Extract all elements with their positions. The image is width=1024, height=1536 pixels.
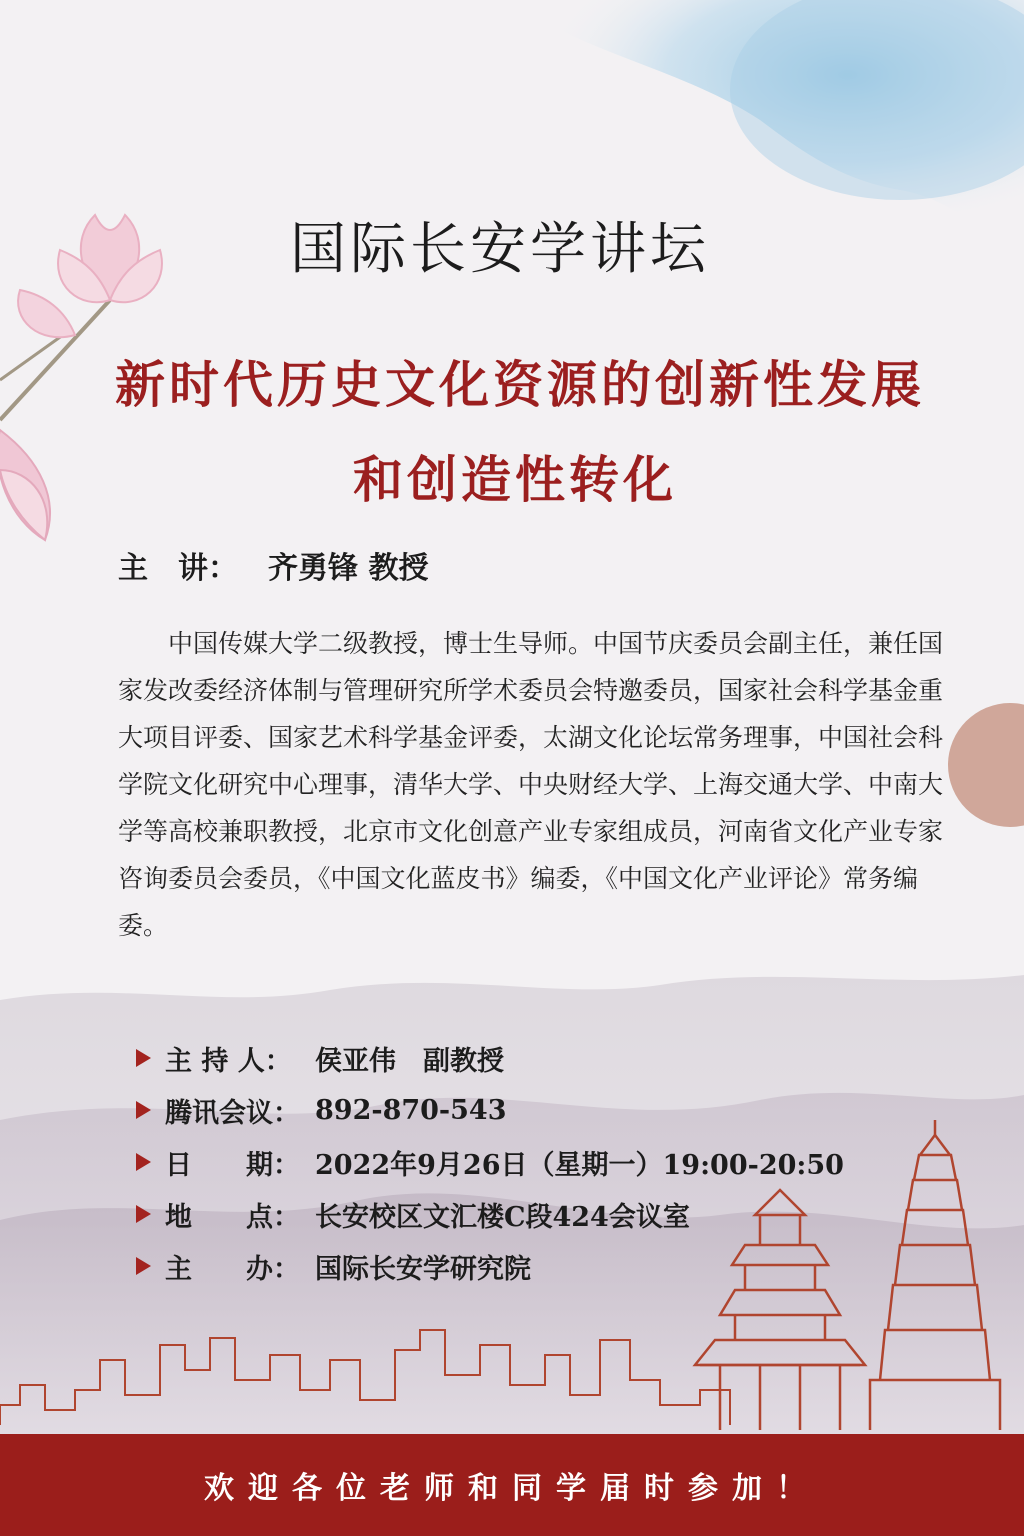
detail-label: 主 办： (165, 1253, 300, 1285)
detail-label: 日 期： (165, 1149, 300, 1181)
lecture-title-line1: 新时代历史文化资源的创新性发展 (115, 355, 925, 414)
arrow-icon (136, 1049, 151, 1067)
detail-label: 腾讯会议： (165, 1097, 300, 1129)
sun-circle (948, 703, 1024, 827)
arrow-icon (136, 1257, 151, 1275)
detail-value: 长安校区文汇楼C段424会议室 (315, 1201, 690, 1233)
detail-value: 国际长安学研究院 (315, 1253, 531, 1285)
detail-label: 地 点： (165, 1201, 300, 1233)
detail-value: 892-870-543 (315, 1094, 507, 1126)
footer-welcome-text: 欢迎各位老师和同学届时参加！ (204, 1471, 820, 1506)
speaker-bio: 中国传媒大学二级教授，博士生导师。中国节庆委员会副主任，兼任国家发改委经济体制与管理研究所学术委员会特邀委员，国家社会科学基金重大项目评委、国家艺术科学基金评委，太湖文化论坛常务理事，中国社会科学院文化研究中心理事，清华大学、中央财经大学、上海交通大学、中南大学等高校兼职教授，北京市文化创意产业专家组成员，河南省文化产业专家咨询委员会委员，《中国文化蓝皮书》编委，《中国文化产业评论》常务编委。 (118, 629, 944, 940)
detail-row-host (136, 1032, 844, 1084)
lecture-title-line2: 和创造性转化 (353, 450, 677, 509)
detail-row-organizer (136, 1240, 844, 1292)
speaker-name: 齐勇锋 教授 (268, 551, 429, 586)
speaker-line (118, 543, 428, 587)
footer-banner (0, 1434, 1024, 1536)
detail-row-meeting (136, 1084, 844, 1136)
detail-row-date (136, 1136, 844, 1188)
detail-value: 侯亚伟 副教授 (315, 1045, 504, 1077)
detail-label: 主 持 人： (165, 1045, 292, 1077)
detail-value: 2022年9月26日（星期一）19:00-20:50 (315, 1149, 844, 1181)
event-details (136, 1032, 844, 1292)
series-title: 国际长安学讲坛 (290, 217, 710, 282)
arrow-icon (136, 1101, 151, 1119)
arrow-icon (136, 1205, 151, 1223)
arrow-icon (136, 1153, 151, 1171)
ink-wash-blue-soft (730, 0, 1024, 200)
detail-row-venue (136, 1188, 844, 1240)
speaker-label: 主 讲： (118, 551, 238, 586)
